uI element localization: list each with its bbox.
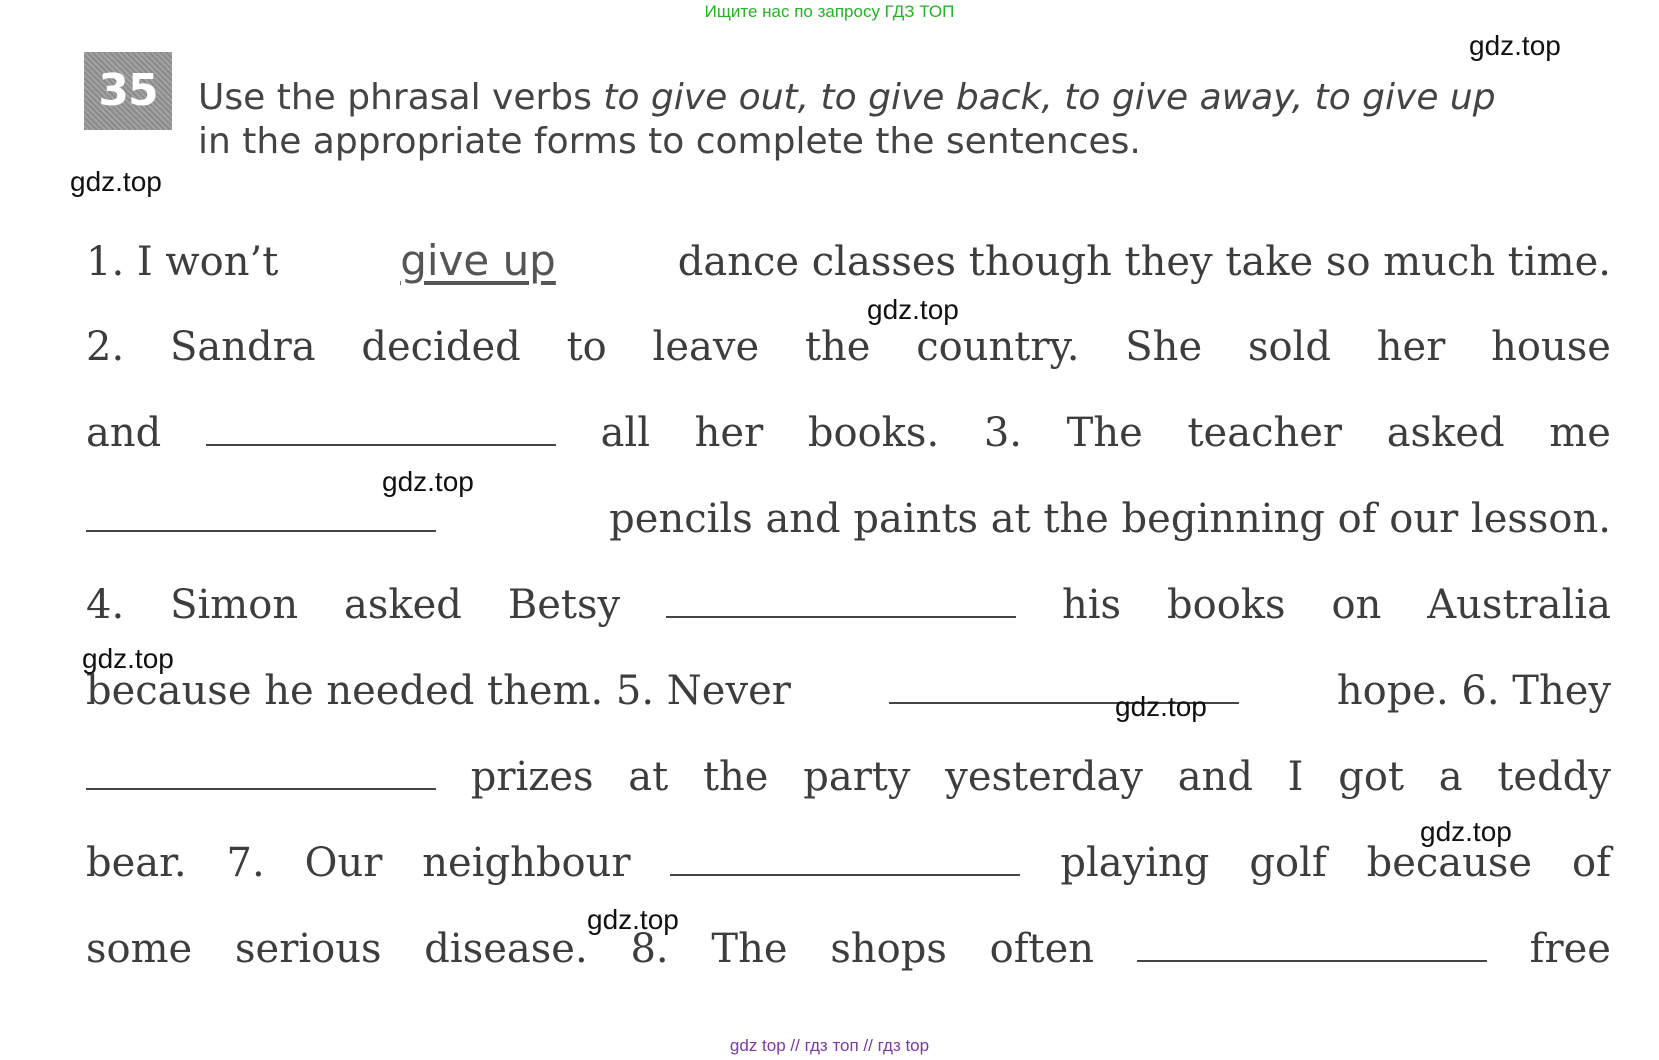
- instruction-line-1: [198, 76, 1496, 120]
- word: often: [989, 926, 1095, 972]
- word: yesterday: [945, 754, 1143, 800]
- answer-blank[interactable]: [86, 787, 436, 790]
- word: party: [803, 754, 911, 800]
- word: bear.: [86, 840, 187, 886]
- exercise-number-badge: 35: [84, 52, 172, 130]
- answer-blank[interactable]: [206, 443, 556, 446]
- word: the: [702, 754, 769, 800]
- word: asked: [1386, 410, 1505, 456]
- word: neighbour: [422, 840, 631, 886]
- word: her: [694, 410, 764, 456]
- sentence-line-7: [86, 752, 1611, 802]
- answer-blank[interactable]: [1137, 959, 1487, 962]
- instruction-verbs: to give out, to give back, to give away, to give up: [603, 77, 1496, 118]
- text-segment: because he needed them. 5. Never: [86, 668, 791, 714]
- word: of: [1572, 840, 1611, 886]
- word: shops: [830, 926, 947, 972]
- word: disease.: [424, 926, 588, 972]
- word: prizes: [470, 754, 594, 800]
- word: got: [1338, 754, 1404, 800]
- sentence-line-8: [86, 838, 1611, 888]
- word: sold: [1247, 324, 1331, 370]
- watermark: gdz.top: [587, 904, 679, 935]
- word: Sandra: [169, 324, 316, 370]
- word: leave: [652, 324, 760, 370]
- word: house: [1491, 324, 1611, 370]
- word: The: [1066, 410, 1143, 456]
- sentence-line-9: [86, 924, 1611, 974]
- instruction-line-2: in the appropriate forms to complete the sentences.: [198, 121, 1141, 162]
- text-segment: dance classes though they take so much time.: [677, 239, 1611, 285]
- word: books: [1167, 582, 1286, 628]
- word: decided: [361, 324, 521, 370]
- sentence-line-3: [86, 408, 1611, 458]
- word: She: [1125, 324, 1203, 370]
- footer-links[interactable]: gdz top // гдз топ // гдз top: [729, 1036, 930, 1055]
- instruction-prefix: Use the phrasal verbs: [198, 77, 604, 118]
- word: The: [711, 926, 788, 972]
- word: 2.: [86, 324, 125, 370]
- word: at: [628, 754, 669, 800]
- word: teddy: [1497, 754, 1611, 800]
- text-segment: 1. I won’t: [86, 239, 279, 285]
- word: 7.: [226, 840, 265, 886]
- word: a: [1438, 754, 1463, 800]
- word: asked: [344, 582, 462, 628]
- watermark: gdz.top: [1115, 691, 1207, 722]
- word: serious: [235, 926, 382, 972]
- word: the: [804, 324, 871, 370]
- word: Australia: [1427, 582, 1611, 628]
- word: Our: [304, 840, 383, 886]
- watermark: gdz.top: [382, 466, 474, 497]
- word: on: [1331, 582, 1382, 628]
- text-segment: hope. 6. They: [1336, 668, 1611, 714]
- sentence-line-6: [86, 666, 1611, 716]
- word: 4.: [86, 582, 125, 628]
- word: Simon: [170, 582, 299, 628]
- word: golf: [1249, 840, 1327, 886]
- word: books.: [807, 410, 940, 456]
- word: I: [1287, 754, 1304, 800]
- sentence-line-2: [86, 322, 1611, 372]
- top-banner[interactable]: Ищите нас по запросу ГДЗ ТОП: [704, 2, 955, 21]
- word: 8.: [630, 926, 669, 972]
- word: and: [1177, 754, 1253, 800]
- word: his: [1061, 582, 1122, 628]
- word: 3.: [983, 410, 1022, 456]
- sentence-line-5: [86, 580, 1611, 630]
- watermark: gdz.top: [70, 166, 162, 197]
- answer-blank[interactable]: [86, 529, 436, 532]
- answer-blank[interactable]: [670, 873, 1020, 876]
- word: playing: [1060, 840, 1210, 886]
- answer-blank[interactable]: [666, 615, 1016, 618]
- answer-give-up: give up: [400, 236, 556, 285]
- word: to: [566, 324, 607, 370]
- word: because: [1366, 840, 1533, 886]
- watermark: gdz.top: [867, 294, 959, 325]
- word: and: [86, 410, 162, 456]
- watermark: gdz.top: [1420, 816, 1512, 847]
- word: free: [1529, 926, 1611, 972]
- watermark: gdz.top: [1469, 30, 1561, 61]
- word: all: [600, 410, 650, 456]
- word: Betsy: [507, 582, 621, 628]
- watermark: gdz.top: [82, 643, 174, 674]
- text-segment: pencils and paints at the beginning of our lesson.: [609, 496, 1611, 542]
- word: some: [86, 926, 193, 972]
- word: me: [1549, 410, 1611, 456]
- word: teacher: [1187, 410, 1343, 456]
- sentence-line-1: [86, 236, 1611, 287]
- word: her: [1376, 324, 1446, 370]
- sentence-line-4: [86, 494, 1611, 544]
- word: country.: [916, 324, 1080, 370]
